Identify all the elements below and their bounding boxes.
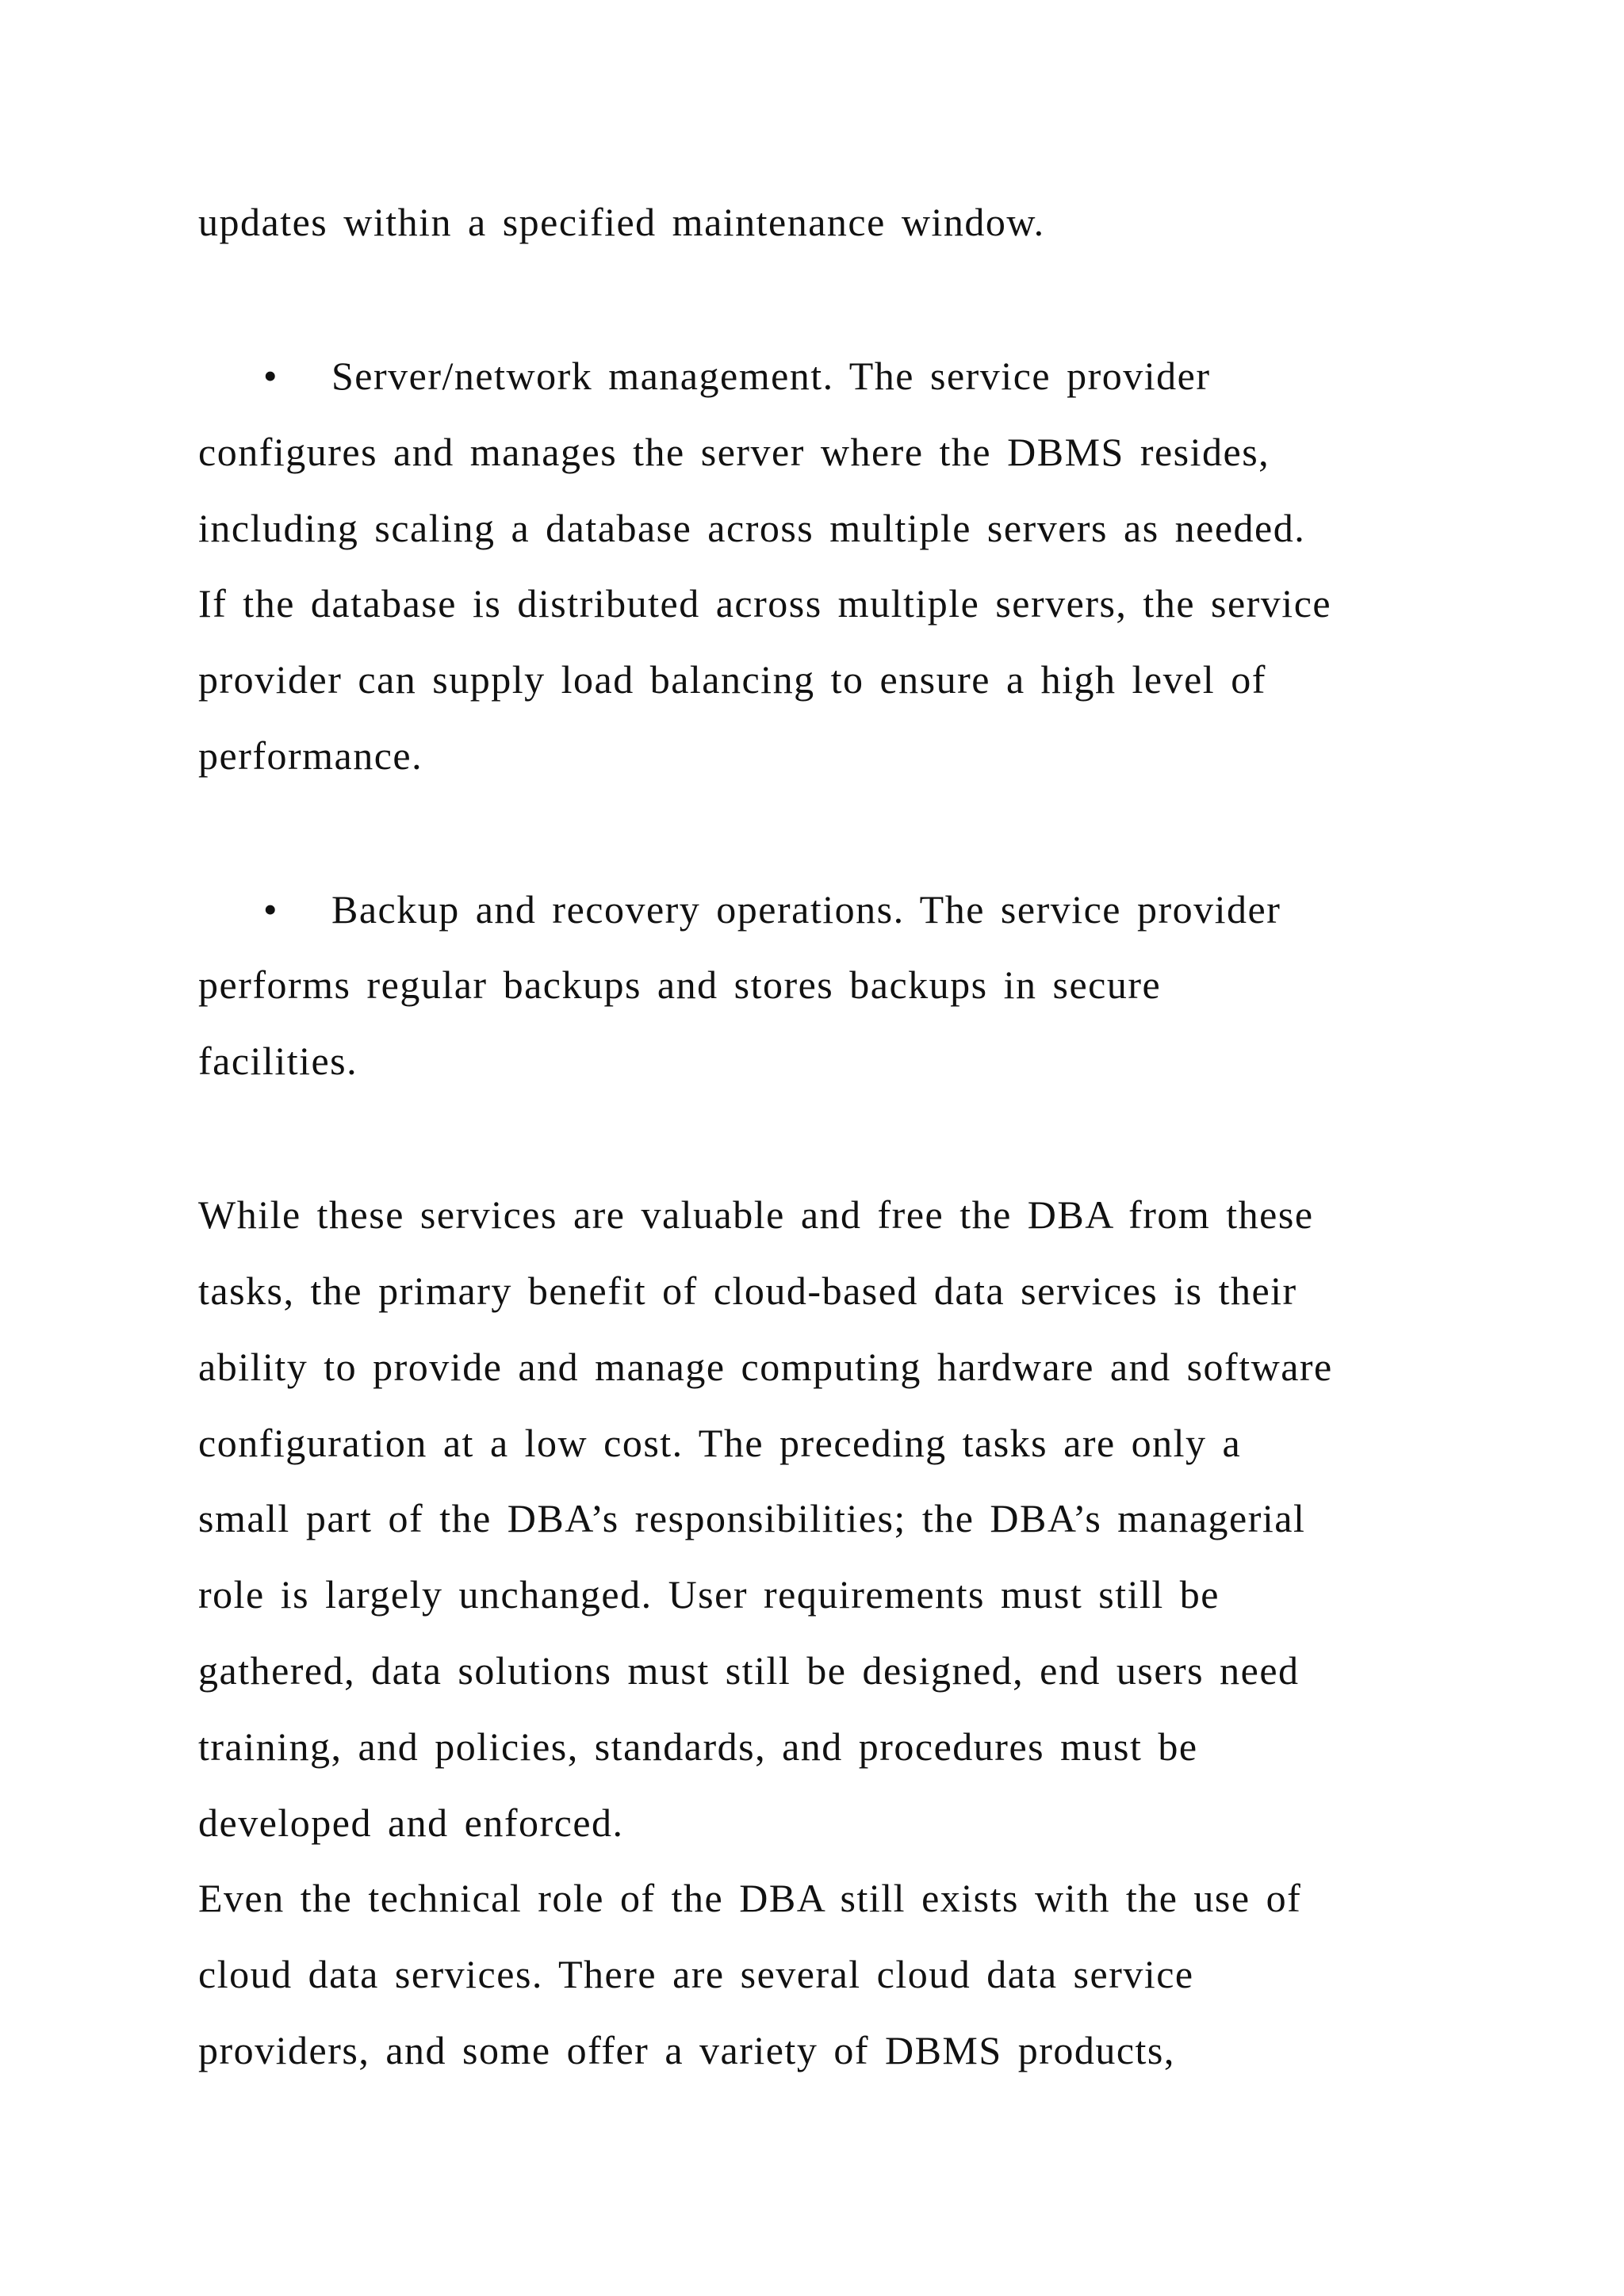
bullet-icon: • <box>263 887 279 932</box>
text-line: gathered, data solutions must still be designed, end users need <box>198 1648 1300 1693</box>
text-line: If the database is distributed across multiple servers, the service <box>198 581 1332 626</box>
bullet-icon: • <box>263 354 279 398</box>
text-line: provider can supply load balancing to ensure a high level of <box>198 657 1266 702</box>
text-line: ability to provide and manage computing hardware and software <box>198 1345 1333 1389</box>
bullet-item-lead: Backup and recovery operations. The service provider <box>331 887 1281 932</box>
text-line: While these services are valuable and free the DBA from these <box>198 1192 1314 1237</box>
text-line: developed and enforced. <box>198 1800 624 1845</box>
text-line: performance. <box>198 733 423 778</box>
text-line: configuration at a low cost. The preceding tasks are only a <box>198 1421 1242 1465</box>
bullet-item-lead: Server/network management. The service provider <box>331 354 1211 398</box>
text-line: providers, and some offer a variety of DBMS products, <box>198 2028 1175 2072</box>
text-line: cloud data services. There are several cloud data service <box>198 1952 1194 1996</box>
text-line: updates within a specified maintenance window. <box>198 200 1045 244</box>
text-line: performs regular backups and stores backups in secure <box>198 962 1162 1007</box>
text-line: tasks, the primary benefit of cloud-based data services is their <box>198 1269 1297 1313</box>
text-line: facilities. <box>198 1039 358 1083</box>
text-line: small part of the DBA’s responsibilities; the DBA’s managerial <box>198 1496 1306 1540</box>
text-line: training, and policies, standards, and procedures must be <box>198 1724 1198 1769</box>
text-line: Even the technical role of the DBA still exists with the use of <box>198 1876 1302 1920</box>
text-line: configures and manages the server where the DBMS resides, <box>198 430 1270 474</box>
text-line: role is largely unchanged. User requirements must still be <box>198 1572 1220 1617</box>
text-line: including scaling a database across multiple servers as needed. <box>198 506 1306 550</box>
